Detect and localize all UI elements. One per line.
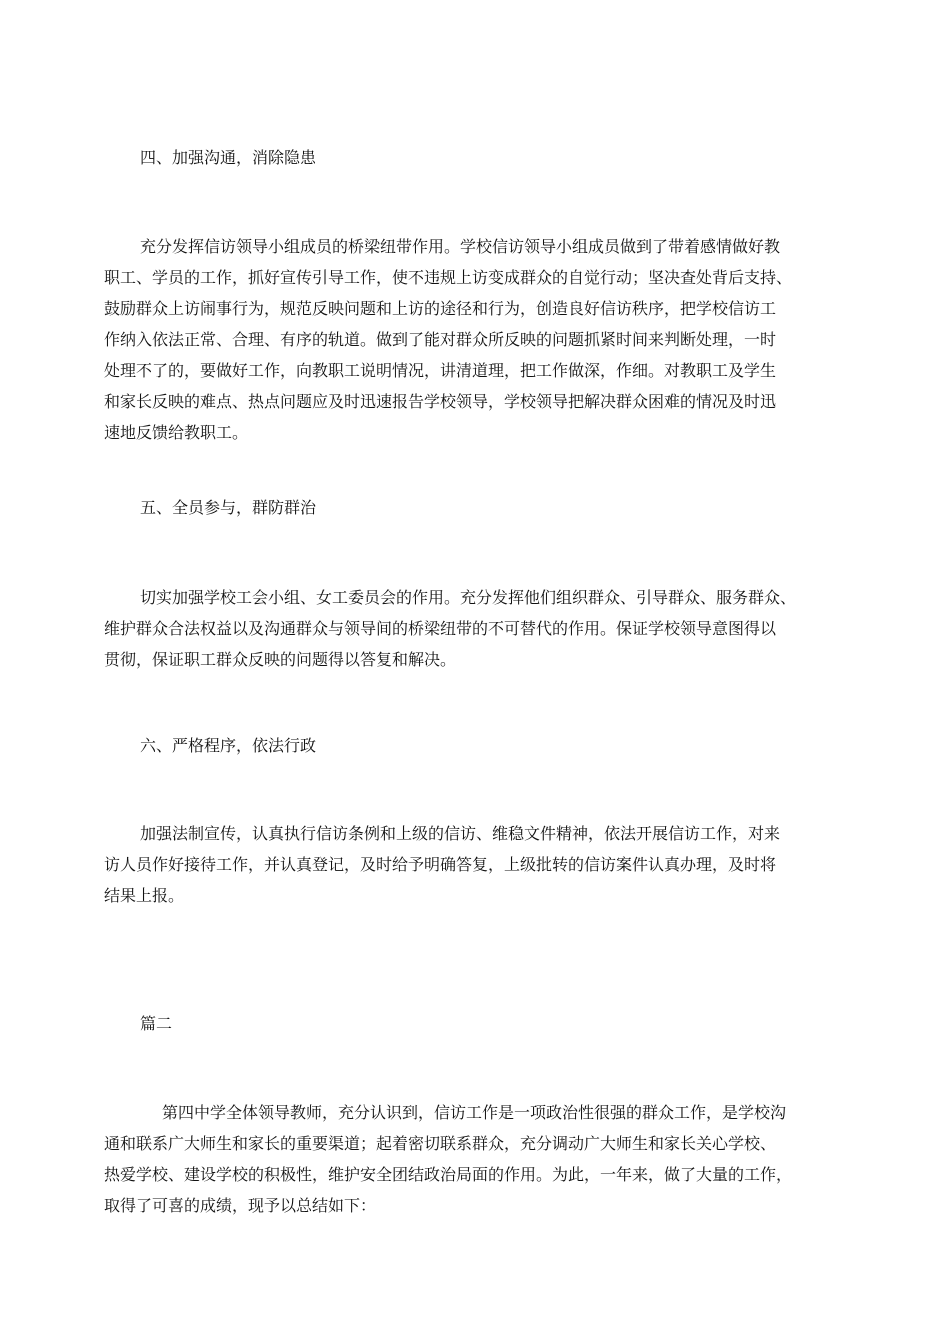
paragraph-line: 速地反馈给教职工。 xyxy=(104,423,249,442)
section-paragraph-4 xyxy=(104,231,874,448)
paragraph-line: 加强法制宣传，认真执行信访条例和上级的信访、维稳文件精神，依法开展信访工作，对来 xyxy=(140,824,781,843)
paragraph-line: 鼓励群众上访闹事行为，规范反映问题和上访的途径和行为，创造良好信访秩序，把学校信访工 xyxy=(104,299,777,318)
section-heading-6: 六、严格程序，依法行政 xyxy=(140,736,317,755)
paragraph-line: 热爱学校、建设学校的积极性，维护安全团结政治局面的作用。为此，一年来，做了大量的工作， xyxy=(104,1165,793,1184)
section-paragraph-6 xyxy=(104,818,874,911)
paragraph-line: 第四中学全体领导教师，充分认识到，信访工作是一项政治性很强的群众工作，是学校沟 xyxy=(162,1103,787,1122)
paragraph-line: 职工、学员的工作，抓好宣传引导工作，使不违规上访变成群众的自觉行动；坚决查处背后支持、 xyxy=(104,268,793,287)
paragraph-line: 处理不了的，要做好工作，向教职工说明情况，讲清道理，把工作做深，作细。对教职工及学生 xyxy=(104,361,777,380)
paragraph-line: 通和联系广大师生和家长的重要渠道；起着密切联系群众，充分调动广大师生和家长关心学校、 xyxy=(104,1134,777,1153)
part-two-heading: 篇二 xyxy=(140,1014,173,1033)
paragraph-line: 取得了可喜的成绩，现予以总结如下： xyxy=(104,1196,377,1215)
paragraph-line: 结果上报。 xyxy=(104,886,185,905)
paragraph-line: 和家长反映的难点、热点问题应及时迅速报告学校领导，学校领导把解决群众困难的情况及时迅 xyxy=(104,392,777,411)
part-two-paragraph xyxy=(104,1097,874,1221)
paragraph-line: 充分发挥信访领导小组成员的桥梁纽带作用。学校信访领导小组成员做到了带着感情做好教 xyxy=(140,237,781,256)
paragraph-line: 维护群众合法权益以及沟通群众与领导间的桥梁纽带的不可替代的作用。保证学校领导意图得以 xyxy=(104,619,777,638)
section-paragraph-5 xyxy=(104,582,874,675)
paragraph-line: 作纳入依法正常、合理、有序的轨道。做到了能对群众所反映的问题抓紧时间来判断处理，一时 xyxy=(104,330,777,349)
paragraph-line: 贯彻，保证职工群众反映的问题得以答复和解决。 xyxy=(104,650,457,669)
paragraph-line: 切实加强学校工会小组、女工委员会的作用。充分发挥他们组织群众、引导群众、服务群众、 xyxy=(140,588,797,607)
section-heading-5: 五、全员参与，群防群治 xyxy=(140,498,317,517)
section-heading-4: 四、加强沟通，消除隐患 xyxy=(140,148,317,167)
paragraph-line: 访人员作好接待工作，并认真登记，及时给予明确答复，上级批转的信访案件认真办理，及时将 xyxy=(104,855,777,874)
